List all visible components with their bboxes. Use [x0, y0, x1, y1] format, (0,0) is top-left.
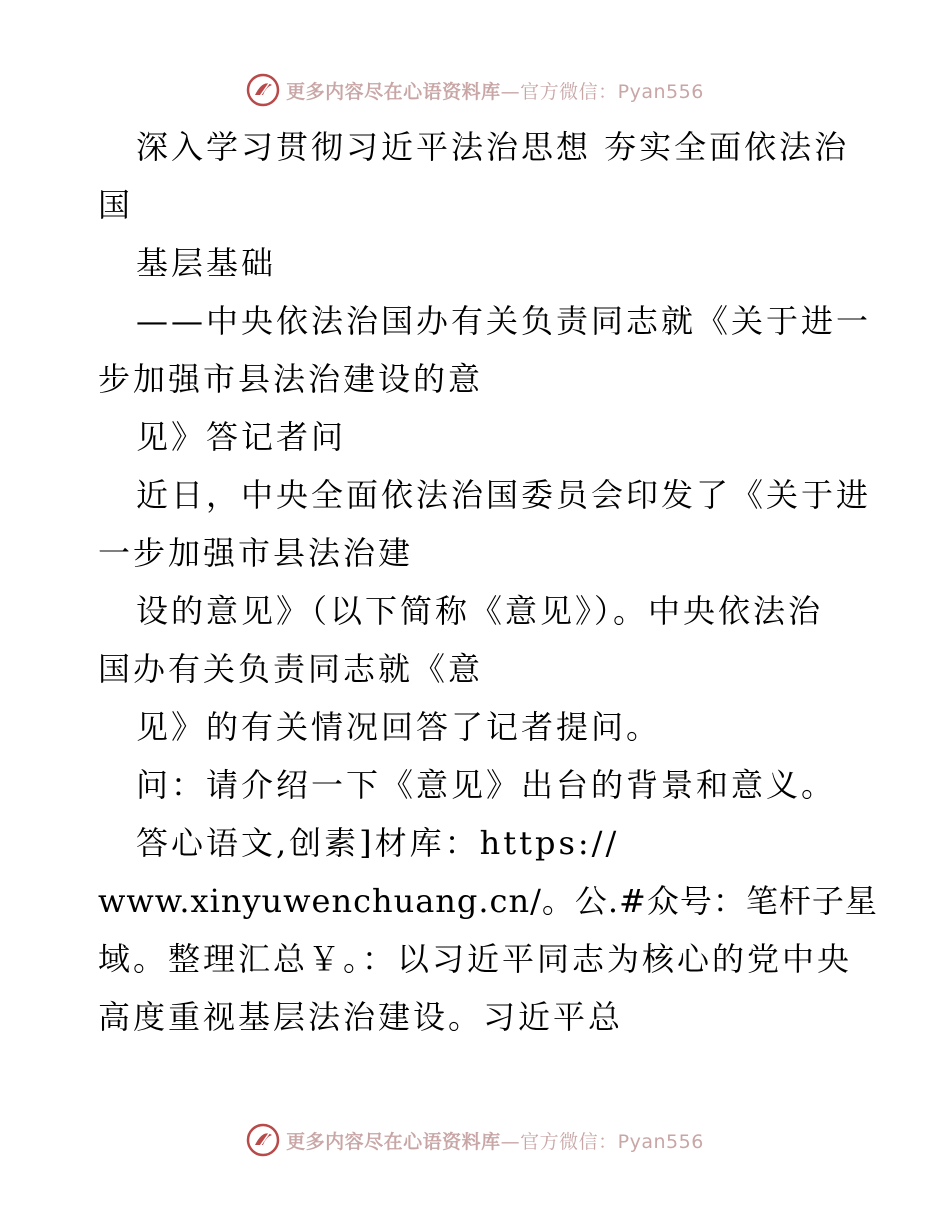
doc-line: 深入学习贯彻习近平法治思想 夯实全面依法治 [136, 128, 850, 166]
banner-text [286, 77, 704, 104]
header-banner [0, 70, 950, 110]
banner-separator: — [500, 1130, 521, 1153]
logo-icon [246, 1123, 280, 1157]
banner-brand: 更多内容尽在心语资料库 [286, 1130, 501, 1153]
doc-line: 国办有关负责同志就《意 [98, 650, 484, 688]
logo-icon [246, 73, 280, 107]
banner-wechat: 官方微信：Pyan556 [520, 1130, 704, 1153]
doc-line: 域。整理汇总￥。：以习近平同志为核心的党中央 [98, 940, 853, 978]
doc-line: 问：请介绍一下《意见》出台的背景和意义。 [136, 766, 837, 804]
doc-line: 答心语文,创素]材库：https:// [136, 824, 620, 862]
doc-line: 一步加强市县法治建 [98, 534, 414, 572]
doc-line: www.xinyuwenchuang.cn/。公.#众号：笔杆子星 [98, 882, 878, 920]
footer-banner [0, 1120, 950, 1160]
doc-line: 国 [98, 186, 134, 224]
banner-brand: 更多内容尽在心语资料库 [286, 80, 501, 103]
doc-line: 见》答记者问 [136, 418, 347, 456]
banner-wechat: 官方微信：Pyan556 [520, 80, 704, 103]
doc-line: 步加强市县法治建设的意 [98, 360, 484, 398]
document-body [98, 118, 878, 1046]
doc-line: 基层基础 [136, 244, 277, 282]
doc-line: 设的意见》（以下简称《意见》）。中央依法治 [136, 592, 824, 630]
banner-separator: — [500, 80, 521, 103]
doc-line: 高度重视基层法治建设。习近平总 [98, 998, 624, 1036]
banner-text [286, 1127, 704, 1154]
doc-line: ——中央依法治国办有关负责同志就《关于进一 [136, 302, 872, 340]
doc-line: 见》的有关情况回答了记者提问。 [136, 708, 662, 746]
doc-line: 近日，中央全面依法治国委员会印发了《关于进 [136, 476, 872, 514]
